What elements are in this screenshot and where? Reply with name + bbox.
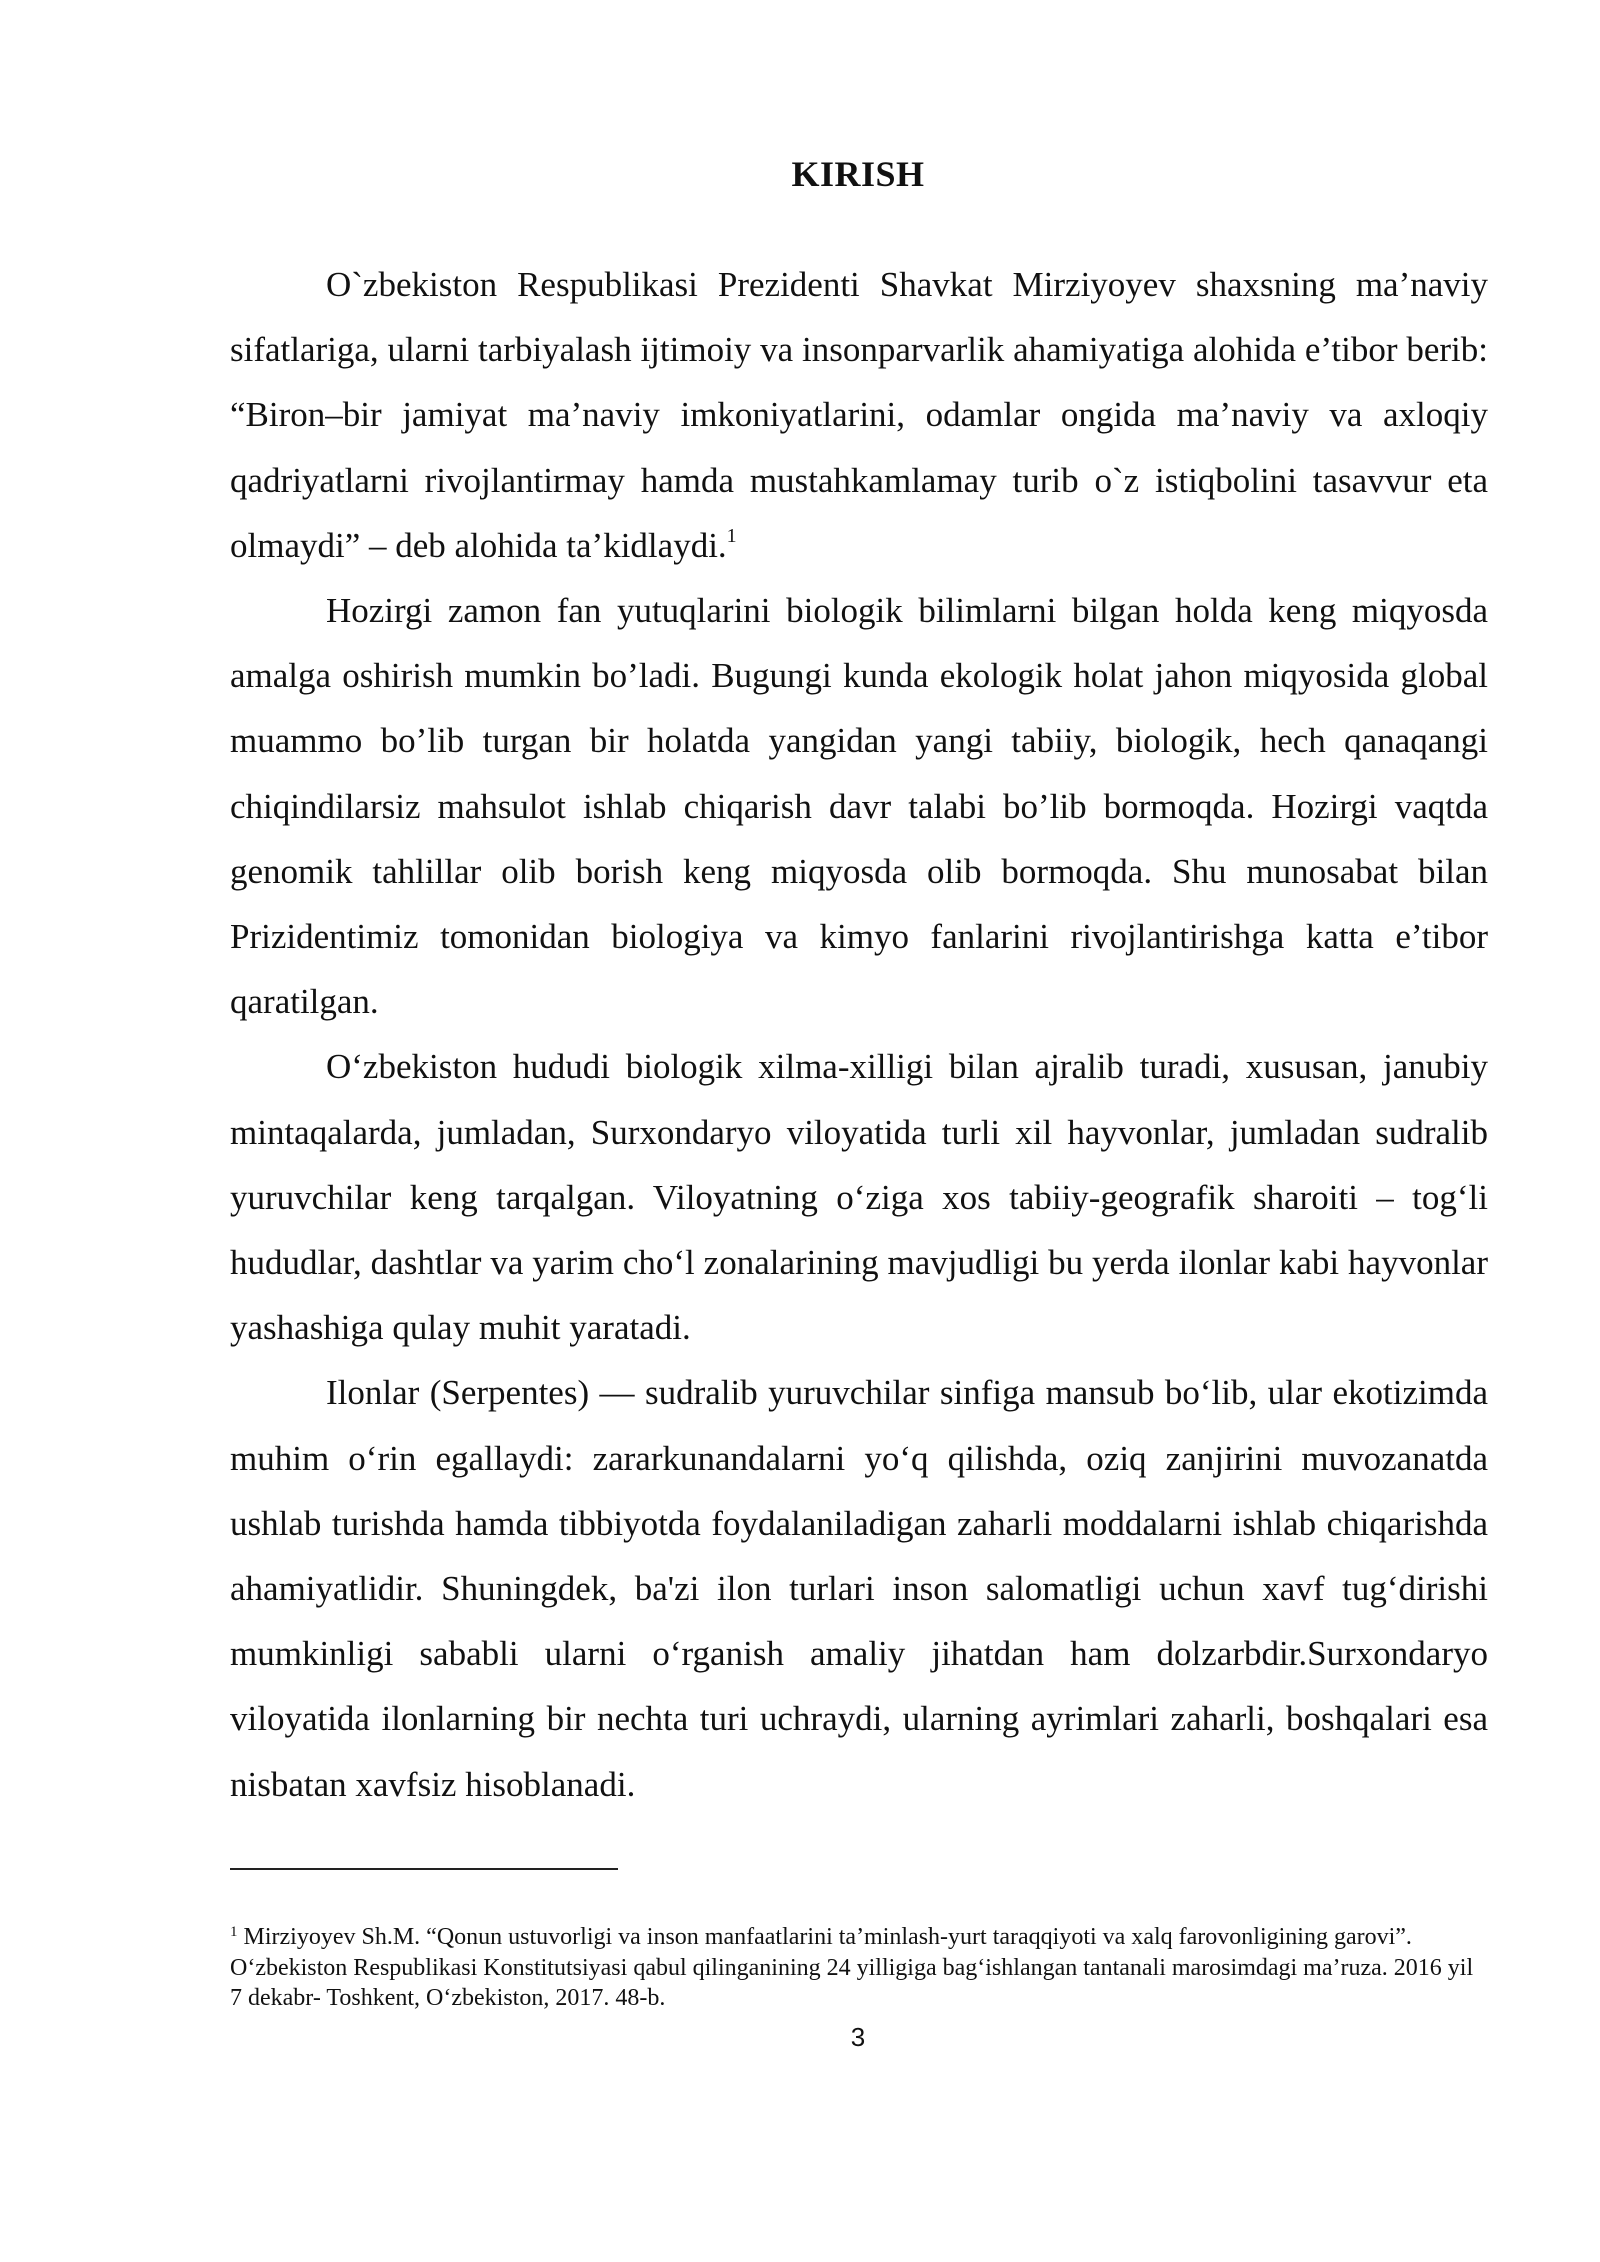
footnote (230, 1922, 1488, 2014)
paragraph-4: Ilonlar (Serpentes) — sudralib yuruvchilar sinfiga mansub bo‘lib, ular ekotizimda muhim o‘rin egallaydi: zararkunandalarni yo‘q qilishda, oziq zanjirini muvozanatda ushlab turishda hamda tibbiyotda foydalaniladigan zaharli moddalarni ishlab chiqarishda ahamiyatlidir. Shuningdek, ba'zi ilon turlari inson salomatligi uchun xavf tug‘dirishi mumkinligi sababli ularni o‘rganish amaliy jihatdan ham dolzarbdir.Surxondaryo viloyatida ilonlarning bir nechta turi uchraydi, ularning ayrimlari zaharli, boshqalari esa nisbatan xavfsiz hisoblanadi. (230, 1373, 1488, 1804)
footnote-text: Mirziyoyev Sh.M. “Qonun ustuvorligi va inson manfaatlarini ta’minlash-yurt taraqqiyoti va xalq farovonligining garovi”. O‘zbekiston Respublikasi Konstitutsiyasi qabul qilinganining 24 yilligiga bag‘ishlangan tantanali marosimdagi ma’ruza. 2016 yil 7 dekabr- Toshkent, O‘zbekiston, 2017. 48-b. (230, 1924, 1474, 2011)
paragraph-1-text: O`zbekiston Respublikasi Prezidenti Shavkat Mirziyoyev shaxsning ma’naviy sifatlariga, ularni tarbiyalash ijtimoiy va insonparvarlik ahamiyatiga alohida e’tibor berib: “Biron–bir jamiyat ma’naviy imkoniyatlarini, odamlar ongida ma’naviy va axloqiy qadriyatlarni rivojlantirmay hamda mustahkamlamay turib o`z istiqbolini tasavvur eta olmaydi” – deb alohida ta’kidlaydi. (230, 265, 1488, 565)
body-text (230, 252, 1488, 1817)
footnote-marker: 1 (230, 1924, 238, 1940)
page-number: 3 (850, 2022, 866, 2052)
paragraph-3: O‘zbekiston hududi biologik xilma-xilligi bilan ajralib turadi, xususan, janubiy mintaqalarda, jumladan, Surxondaryo viloyatida turli xil hayvonlar, jumladan sudralib yuruvchilar keng tarqalgan. Viloyatning o‘ziga xos tabiiy-geografik sharoiti – tog‘li hududlar, dashtlar va yarim cho‘l zonalarining mavjudligi bu yerda ilonlar kabi hayvonlar yashashiga qulay muhit yaratadi. (230, 1047, 1488, 1348)
footnote-separator (230, 1868, 618, 1870)
page-title: KIRISH (791, 154, 925, 194)
paragraph-2: Hozirgi zamon fan yutuqlarini biologik bilimlarni bilgan holda keng miqyosda amalga oshirish mumkin bo’ladi. Bugungi kunda ekologik holat jahon miqyosida global muammo bo’lib turgan bir holatda yangidan yangi tabiiy, biologik, hech qanaqangi chiqindilarsiz mahsulot ishlab chiqarish davr talabi bo’lib bormoqda. Hozirgi vaqtda genomik tahlillar olib borish keng miqyosda olib bormoqda. Shu munosabat bilan Prizidentimiz tomonidan biologiya va kimyo fanlarini rivojlantirishga katta e’tibor qaratilgan. (230, 591, 1488, 1022)
footnote-reference[interactable]: 1 (726, 524, 737, 547)
paragraph-1 (230, 252, 1488, 578)
